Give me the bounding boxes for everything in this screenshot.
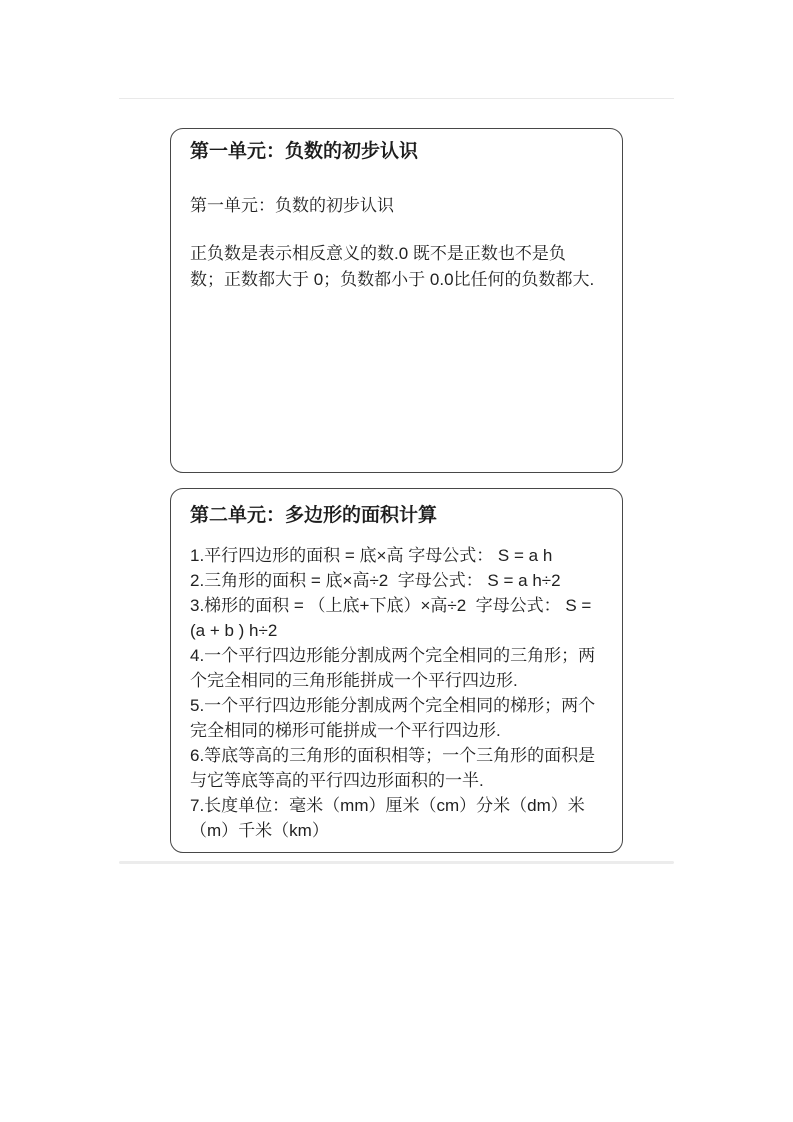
text-line: 1.平行四边形的面积 = 底×高 字母公式： S = a h	[190, 546, 553, 565]
text-line: 2.三角形的面积 = 底×高÷2 字母公式： S = a h÷2	[190, 571, 561, 590]
text-line: 与它等底等高的平行四边形面积的一半.	[190, 771, 484, 790]
card-1-title: 第一单元：负数的初步认识	[190, 141, 419, 162]
text-line: 数；正数都大于 0；负数都小于 0.0比任何的负数都大.	[190, 270, 595, 289]
card-unit-2	[170, 488, 623, 853]
text-line: 个完全相同的三角形能拼成一个平行四边形.	[190, 671, 518, 690]
text-line: 正负数是表示相反意义的数.0 既不是正数也不是负	[190, 244, 566, 263]
card-2-title: 第二单元：多边形的面积计算	[190, 505, 438, 526]
text-line: 4.一个平行四边形能分割成两个完全相同的三角形；两	[190, 646, 596, 665]
text-line: （m）千米（km）	[190, 821, 329, 840]
card-1-subtitle: 第一单元：负数的初步认识	[190, 196, 394, 215]
text-line: 7.长度单位：毫米（mm）厘米（cm）分米（dm）米	[190, 796, 585, 815]
text-line: (a + b ) h÷2	[190, 621, 278, 640]
text-line: 6.等底等高的三角形的面积相等；一个三角形的面积是	[190, 746, 596, 765]
text-line: 3.梯形的面积 = （上底+下底）×高÷2 字母公式： S =	[190, 596, 592, 615]
bottom-divider	[119, 861, 674, 864]
text-line: 完全相同的梯形可能拼成一个平行四边形.	[190, 721, 501, 740]
top-divider	[119, 98, 674, 99]
card-1-body	[190, 241, 604, 293]
card-2-list	[190, 543, 606, 843]
card-unit-1	[170, 128, 623, 473]
text-line: 5.一个平行四边形能分割成两个完全相同的梯形；两个	[190, 696, 596, 715]
